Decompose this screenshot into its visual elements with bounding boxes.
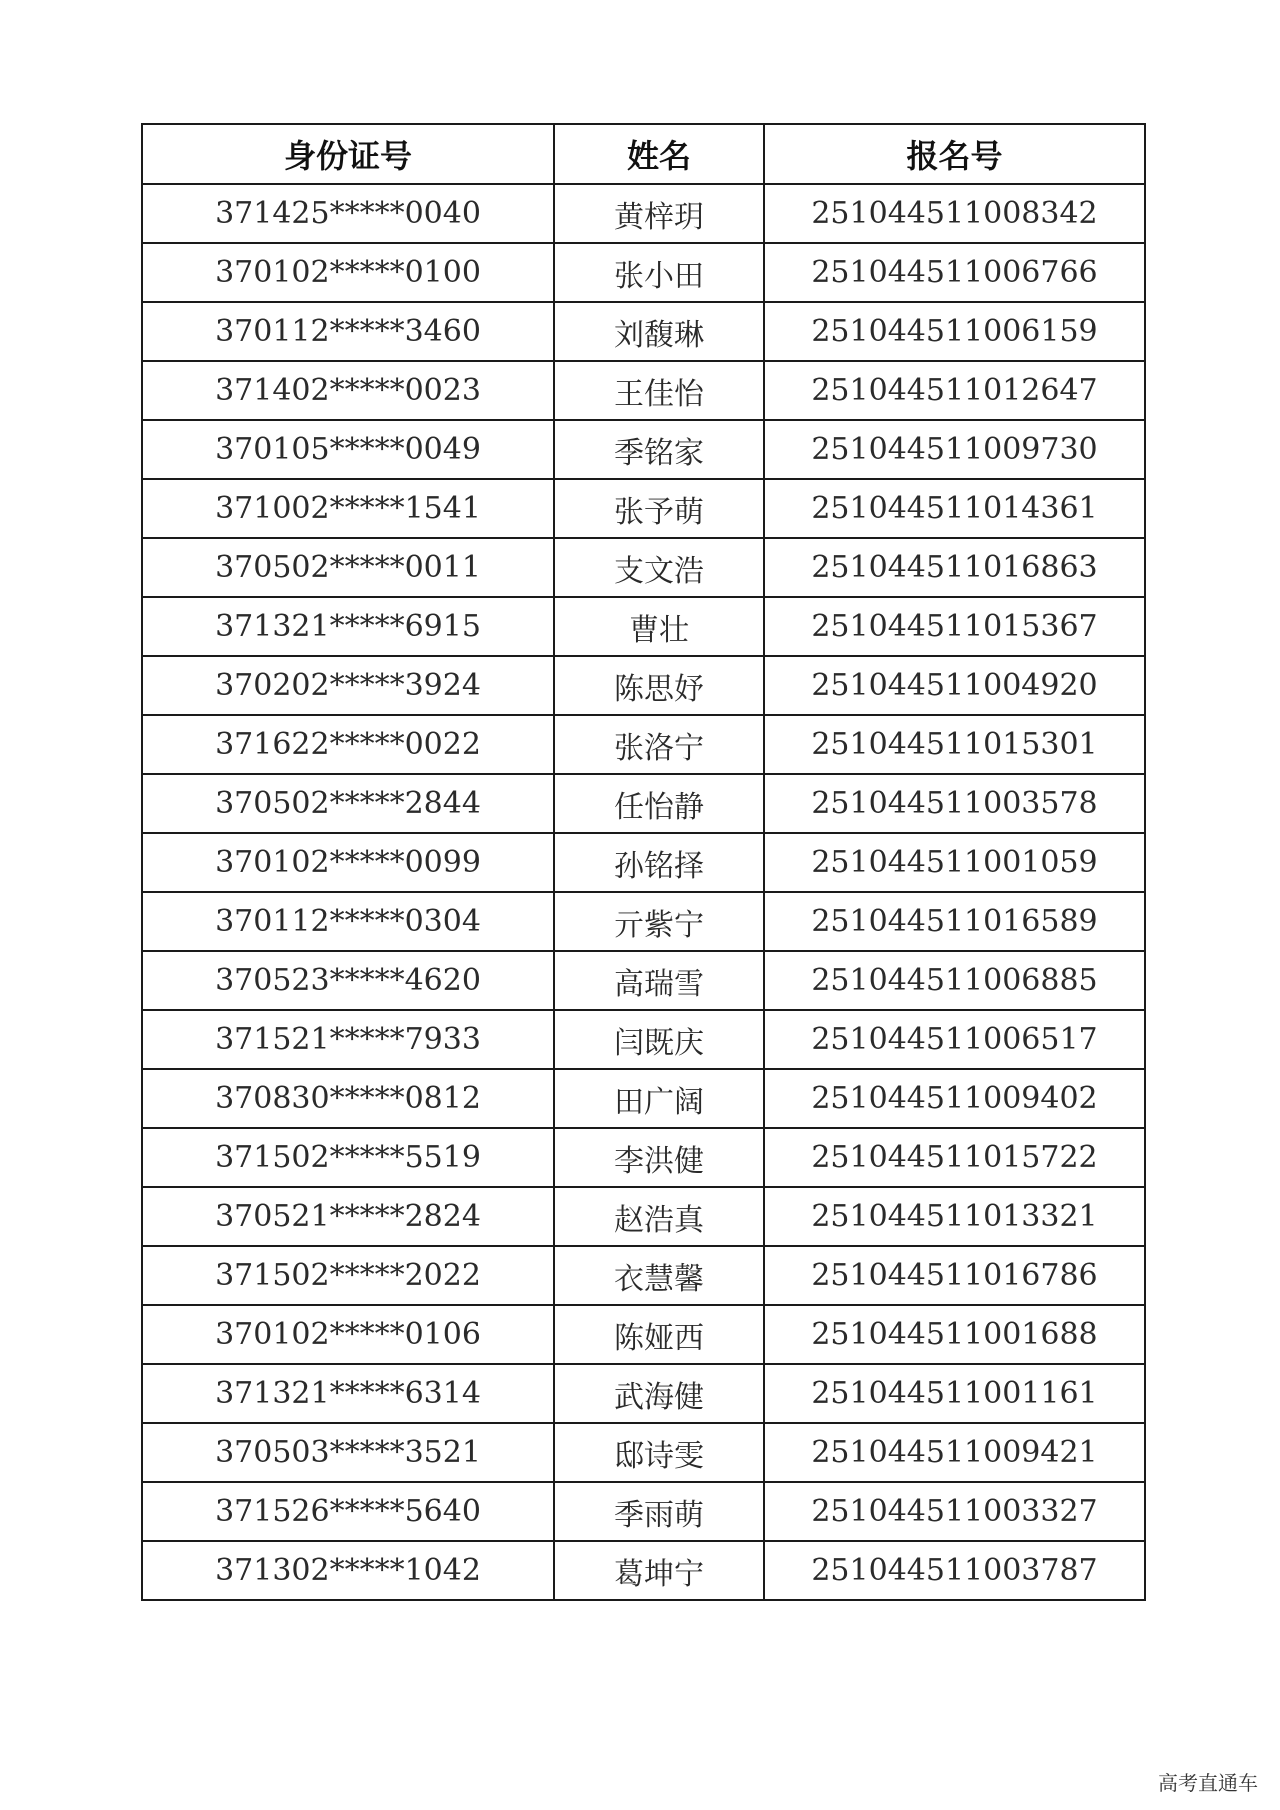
cell-name: 张小田 [554, 243, 764, 302]
cell-registration-number: 251044511016786 [764, 1246, 1145, 1305]
table-header-row [142, 124, 1145, 184]
cell-name: 李洪健 [554, 1128, 764, 1187]
cell-registration-number: 251044511009402 [764, 1069, 1145, 1128]
table-row [142, 1069, 1145, 1128]
cell-id-number: 370502*****0011 [142, 538, 554, 597]
cell-id-number: 370102*****0106 [142, 1305, 554, 1364]
cell-id-number: 371002*****1541 [142, 479, 554, 538]
cell-id-number: 371502*****2022 [142, 1246, 554, 1305]
cell-id-number: 370102*****0100 [142, 243, 554, 302]
cell-id-number: 370105*****0049 [142, 420, 554, 479]
cell-id-number: 370112*****0304 [142, 892, 554, 951]
column-header-id-number: 身份证号 [142, 124, 554, 184]
cell-id-number: 371502*****5519 [142, 1128, 554, 1187]
cell-id-number: 370503*****3521 [142, 1423, 554, 1482]
cell-id-number: 371321*****6314 [142, 1364, 554, 1423]
cell-registration-number: 251044511006159 [764, 302, 1145, 361]
table-row [142, 656, 1145, 715]
cell-name: 赵浩真 [554, 1187, 764, 1246]
table-row [142, 479, 1145, 538]
column-header-name: 姓名 [554, 124, 764, 184]
table-row [142, 597, 1145, 656]
cell-id-number: 371321*****6915 [142, 597, 554, 656]
cell-id-number: 370523*****4620 [142, 951, 554, 1010]
cell-name: 陈思妤 [554, 656, 764, 715]
cell-registration-number: 251044511003578 [764, 774, 1145, 833]
table-row [142, 1482, 1145, 1541]
cell-registration-number: 251044511001688 [764, 1305, 1145, 1364]
cell-name: 武海健 [554, 1364, 764, 1423]
cell-name: 刘馥琳 [554, 302, 764, 361]
table-row [142, 892, 1145, 951]
cell-name: 季铭家 [554, 420, 764, 479]
watermark-text: 高考直通车 [1158, 1771, 1258, 1795]
table-row [142, 420, 1145, 479]
cell-name: 支文浩 [554, 538, 764, 597]
table-row [142, 1010, 1145, 1069]
cell-registration-number: 251044511003787 [764, 1541, 1145, 1600]
cell-name: 黄梓玥 [554, 184, 764, 243]
cell-id-number: 370112*****3460 [142, 302, 554, 361]
table-row [142, 1187, 1145, 1246]
table-row [142, 1305, 1145, 1364]
cell-name: 亓紫宁 [554, 892, 764, 951]
cell-name: 张洛宁 [554, 715, 764, 774]
table-body [142, 184, 1145, 1600]
cell-registration-number: 251044511009730 [764, 420, 1145, 479]
cell-name: 任怡静 [554, 774, 764, 833]
cell-registration-number: 251044511001161 [764, 1364, 1145, 1423]
table-row [142, 833, 1145, 892]
cell-id-number: 370502*****2844 [142, 774, 554, 833]
table-row [142, 538, 1145, 597]
cell-registration-number: 251044511001059 [764, 833, 1145, 892]
cell-registration-number: 251044511016589 [764, 892, 1145, 951]
column-header-registration-number: 报名号 [764, 124, 1145, 184]
table-row [142, 1541, 1145, 1600]
cell-name: 闫既庆 [554, 1010, 764, 1069]
cell-id-number: 370202*****3924 [142, 656, 554, 715]
cell-registration-number: 251044511006766 [764, 243, 1145, 302]
cell-name: 王佳怡 [554, 361, 764, 420]
table-row [142, 951, 1145, 1010]
cell-name: 张予萌 [554, 479, 764, 538]
cell-name: 陈娅西 [554, 1305, 764, 1364]
cell-id-number: 371302*****1042 [142, 1541, 554, 1600]
cell-id-number: 371526*****5640 [142, 1482, 554, 1541]
cell-name: 曹壮 [554, 597, 764, 656]
table-row [142, 184, 1145, 243]
cell-registration-number: 251044511008342 [764, 184, 1145, 243]
table-row [142, 1246, 1145, 1305]
cell-registration-number: 251044511012647 [764, 361, 1145, 420]
table-row [142, 302, 1145, 361]
table-row [142, 774, 1145, 833]
cell-name: 葛坤宁 [554, 1541, 764, 1600]
cell-registration-number: 251044511013321 [764, 1187, 1145, 1246]
table-row [142, 1423, 1145, 1482]
cell-id-number: 371402*****0023 [142, 361, 554, 420]
cell-registration-number: 251044511009421 [764, 1423, 1145, 1482]
table-row [142, 715, 1145, 774]
cell-name: 田广阔 [554, 1069, 764, 1128]
cell-registration-number: 251044511015301 [764, 715, 1145, 774]
cell-name: 衣慧馨 [554, 1246, 764, 1305]
cell-name: 邸诗雯 [554, 1423, 764, 1482]
cell-name: 季雨萌 [554, 1482, 764, 1541]
cell-registration-number: 251044511006885 [764, 951, 1145, 1010]
roster-table [141, 123, 1146, 1601]
table-row [142, 361, 1145, 420]
cell-id-number: 371521*****7933 [142, 1010, 554, 1069]
cell-registration-number: 251044511015722 [764, 1128, 1145, 1187]
cell-id-number: 371622*****0022 [142, 715, 554, 774]
cell-name: 孙铭择 [554, 833, 764, 892]
table-row [142, 243, 1145, 302]
cell-registration-number: 251044511014361 [764, 479, 1145, 538]
cell-registration-number: 251044511003327 [764, 1482, 1145, 1541]
cell-registration-number: 251044511006517 [764, 1010, 1145, 1069]
cell-registration-number: 251044511016863 [764, 538, 1145, 597]
table-row [142, 1128, 1145, 1187]
cell-id-number: 370830*****0812 [142, 1069, 554, 1128]
cell-registration-number: 251044511004920 [764, 656, 1145, 715]
cell-id-number: 371425*****0040 [142, 184, 554, 243]
cell-name: 高瑞雪 [554, 951, 764, 1010]
cell-registration-number: 251044511015367 [764, 597, 1145, 656]
table-row [142, 1364, 1145, 1423]
cell-id-number: 370521*****2824 [142, 1187, 554, 1246]
cell-id-number: 370102*****0099 [142, 833, 554, 892]
